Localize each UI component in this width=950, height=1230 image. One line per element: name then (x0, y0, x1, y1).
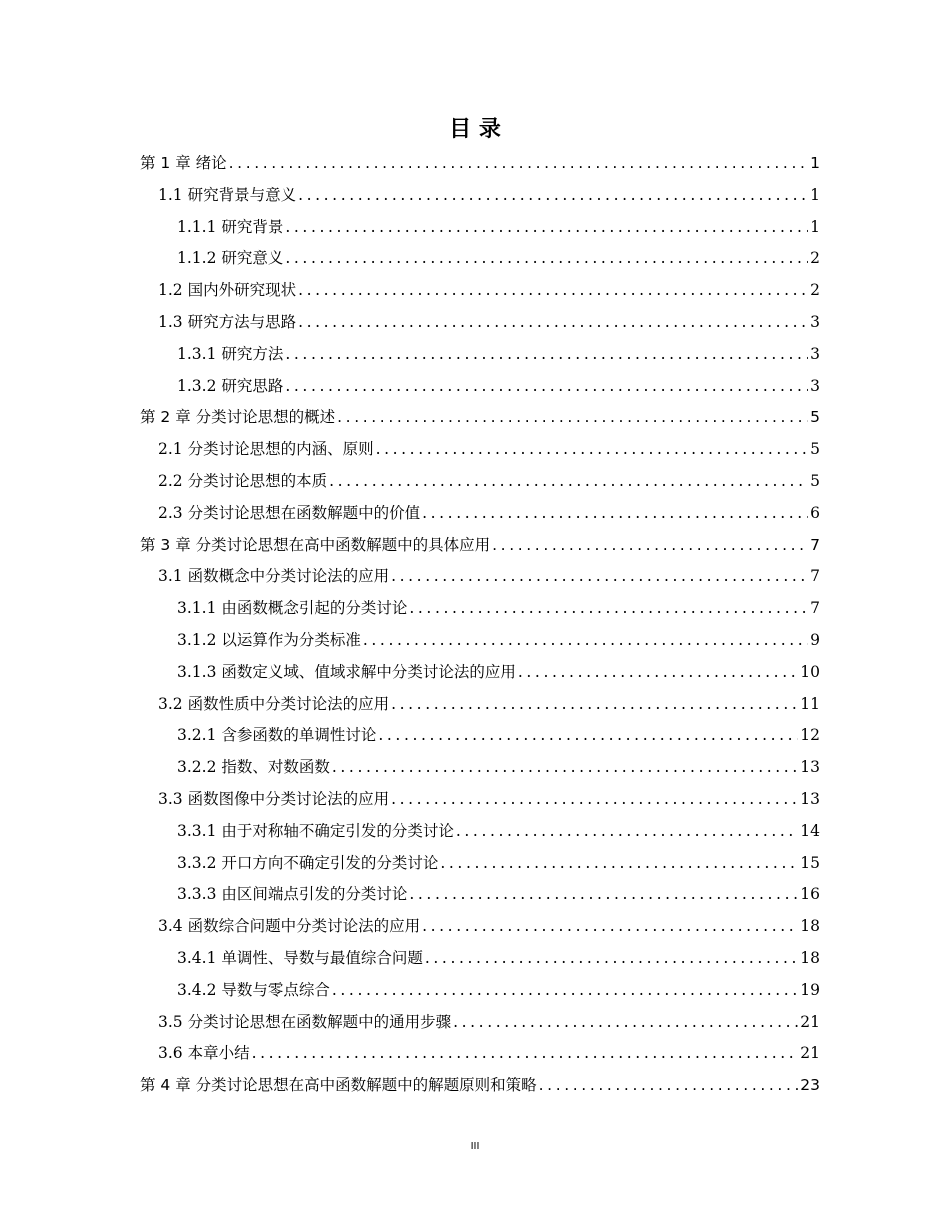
toc-entry-page: 18 (800, 917, 820, 936)
dot-leader (391, 689, 798, 721)
dot-leader (492, 530, 808, 562)
toc-entry[interactable] (140, 720, 820, 752)
dot-leader (539, 1070, 799, 1102)
toc-entry-title: 3.3 函数图像中分类讨论法的应用 (158, 789, 390, 808)
toc-entry-page: 1 (810, 185, 820, 204)
toc-entry[interactable] (140, 911, 820, 943)
dot-leader (285, 212, 808, 244)
dot-leader (409, 879, 798, 911)
toc-entry-title: 2.1 分类讨论思想的内涵、原则 (158, 440, 374, 459)
toc-entry-title: 1.1 研究背景与意义 (158, 185, 297, 204)
toc-entry[interactable] (140, 848, 820, 880)
toc-entry-page: 5 (810, 440, 820, 459)
toc-entry-title: 3.2 函数性质中分类讨论法的应用 (158, 694, 390, 713)
toc-entry[interactable] (140, 530, 820, 562)
toc-entry-title: 1.3.1 研究方法 (177, 344, 284, 363)
dot-leader (337, 402, 808, 434)
toc-entry-page: 21 (800, 1044, 820, 1063)
toc-entry-title: 3.1 函数概念中分类讨论法的应用 (158, 567, 390, 586)
toc-entry[interactable] (140, 243, 820, 275)
toc-entry-page: 7 (810, 599, 820, 618)
toc-entry-page: 10 (800, 662, 820, 681)
toc-entry-title: 3.1.3 函数定义域、值域求解中分类讨论法的应用 (177, 662, 516, 681)
dot-leader (285, 243, 808, 275)
toc-entry-title: 3.5 分类讨论思想在函数解题中的通用步骤 (158, 1012, 452, 1031)
dot-leader (422, 498, 808, 530)
toc-entry-title: 3.3.2 开口方向不确定引发的分类讨论 (177, 853, 439, 872)
toc-entry-title: 3.2.2 指数、对数函数 (177, 758, 330, 777)
toc-entry[interactable] (140, 879, 820, 911)
toc-entry-title: 第 2 章 分类讨论思想的概述 (140, 408, 336, 427)
dot-leader (298, 275, 808, 307)
toc-entry[interactable] (140, 752, 820, 784)
dot-leader (298, 307, 808, 339)
toc-entry-page: 3 (810, 376, 820, 395)
toc-entry-page: 15 (800, 853, 820, 872)
dot-leader (391, 784, 798, 816)
toc-entry-title: 3.4.1 单调性、导数与最值综合问题 (177, 948, 423, 967)
toc-entry[interactable] (140, 975, 820, 1007)
dot-leader (440, 848, 798, 880)
toc-entry[interactable] (140, 498, 820, 530)
toc-entry-page: 9 (810, 630, 820, 649)
dot-leader (229, 148, 808, 180)
toc-entry-page: 2 (810, 281, 820, 300)
dot-leader (376, 434, 809, 466)
dot-leader (298, 180, 808, 212)
toc-entry[interactable] (140, 657, 820, 689)
toc-entry[interactable] (140, 275, 820, 307)
toc-entry[interactable] (140, 689, 820, 721)
toc-entry-title: 1.3.2 研究思路 (177, 376, 284, 395)
dot-leader (285, 339, 808, 371)
toc-entry-page: 2 (810, 249, 820, 268)
toc-entry[interactable] (140, 148, 820, 180)
toc-entry-page: 19 (800, 980, 820, 999)
toc-entry-title: 3.2.1 含参函数的单调性讨论 (177, 726, 377, 745)
toc-entry[interactable] (140, 466, 820, 498)
toc-entry-page: 6 (810, 503, 820, 522)
dot-leader (409, 593, 808, 625)
toc-entry-title: 1.2 国内外研究现状 (158, 281, 297, 300)
dot-leader (363, 625, 808, 657)
toc-entry-page: 13 (800, 758, 820, 777)
page-number: III (470, 1141, 480, 1152)
toc-entry-page: 23 (800, 1076, 820, 1095)
table-of-contents (140, 148, 820, 1102)
toc-title: 目 录 (449, 117, 501, 142)
toc-entry-title: 3.1.1 由函数概念引起的分类讨论 (177, 599, 408, 618)
toc-entry[interactable] (140, 339, 820, 371)
dot-leader (332, 975, 798, 1007)
dot-leader (456, 816, 798, 848)
toc-entry-page: 13 (800, 789, 820, 808)
dot-leader (425, 943, 798, 975)
dot-leader (285, 371, 808, 403)
toc-entry-title: 第 4 章 分类讨论思想在高中函数解题中的解题原则和策略 (140, 1076, 537, 1095)
dot-leader (518, 657, 798, 689)
toc-entry-page: 12 (800, 726, 820, 745)
toc-entry-page: 7 (810, 567, 820, 586)
toc-entry[interactable] (140, 816, 820, 848)
toc-entry-title: 2.3 分类讨论思想在函数解题中的价值 (158, 503, 421, 522)
toc-entry[interactable] (140, 1070, 820, 1102)
toc-entry-page: 3 (810, 312, 820, 331)
toc-entry-page: 3 (810, 344, 820, 363)
toc-entry-title: 1.3 研究方法与思路 (158, 312, 297, 331)
toc-entry[interactable] (140, 402, 820, 434)
toc-entry-title: 3.3.1 由于对称轴不确定引发的分类讨论 (177, 821, 454, 840)
toc-entry-page: 16 (800, 885, 820, 904)
toc-entry[interactable] (140, 180, 820, 212)
toc-entry-title: 1.1.2 研究意义 (177, 249, 284, 268)
toc-entry-title: 3.1.2 以运算作为分类标准 (177, 630, 361, 649)
toc-entry-page: 1 (810, 154, 820, 172)
toc-entry[interactable] (140, 625, 820, 657)
toc-entry-title: 第 3 章 分类讨论思想在高中函数解题中的具体应用 (140, 535, 491, 554)
toc-entry[interactable] (140, 784, 820, 816)
toc-entry[interactable] (140, 212, 820, 244)
toc-entry[interactable] (140, 1007, 820, 1039)
toc-entry[interactable] (140, 371, 820, 403)
dot-leader (332, 752, 798, 784)
toc-entry-title: 3.3.3 由区间端点引发的分类讨论 (177, 885, 408, 904)
toc-entry-title: 3.4 函数综合问题中分类讨论法的应用 (158, 917, 421, 936)
toc-entry-page: 21 (800, 1012, 820, 1031)
toc-entry[interactable] (140, 561, 820, 593)
toc-entry-page: 5 (810, 408, 820, 427)
toc-entry[interactable] (140, 1038, 820, 1070)
dot-leader (378, 720, 798, 752)
toc-entry-page: 7 (810, 535, 820, 554)
toc-entry-page: 14 (800, 821, 820, 840)
toc-entry-title: 3.6 本章小结 (158, 1044, 250, 1063)
toc-entry-page: 1 (810, 217, 820, 236)
toc-entry[interactable] (140, 434, 820, 466)
toc-entry-title: 2.2 分类讨论思想的本质 (158, 471, 328, 490)
toc-entry-title: 1.1.1 研究背景 (177, 217, 284, 236)
toc-entry[interactable] (140, 943, 820, 975)
toc-entry[interactable] (140, 307, 820, 339)
dot-leader (422, 911, 798, 943)
toc-entry-page: 5 (810, 471, 820, 490)
dot-leader (252, 1038, 799, 1070)
dot-leader (329, 466, 808, 498)
dot-leader (391, 561, 808, 593)
dot-leader (453, 1007, 798, 1039)
toc-entry-page: 11 (800, 694, 820, 713)
toc-entry-title: 第 1 章 绪论 (140, 154, 227, 172)
toc-entry-page: 18 (800, 948, 820, 967)
toc-entry-title: 3.4.2 导数与零点综合 (177, 980, 330, 999)
toc-entry[interactable] (140, 593, 820, 625)
